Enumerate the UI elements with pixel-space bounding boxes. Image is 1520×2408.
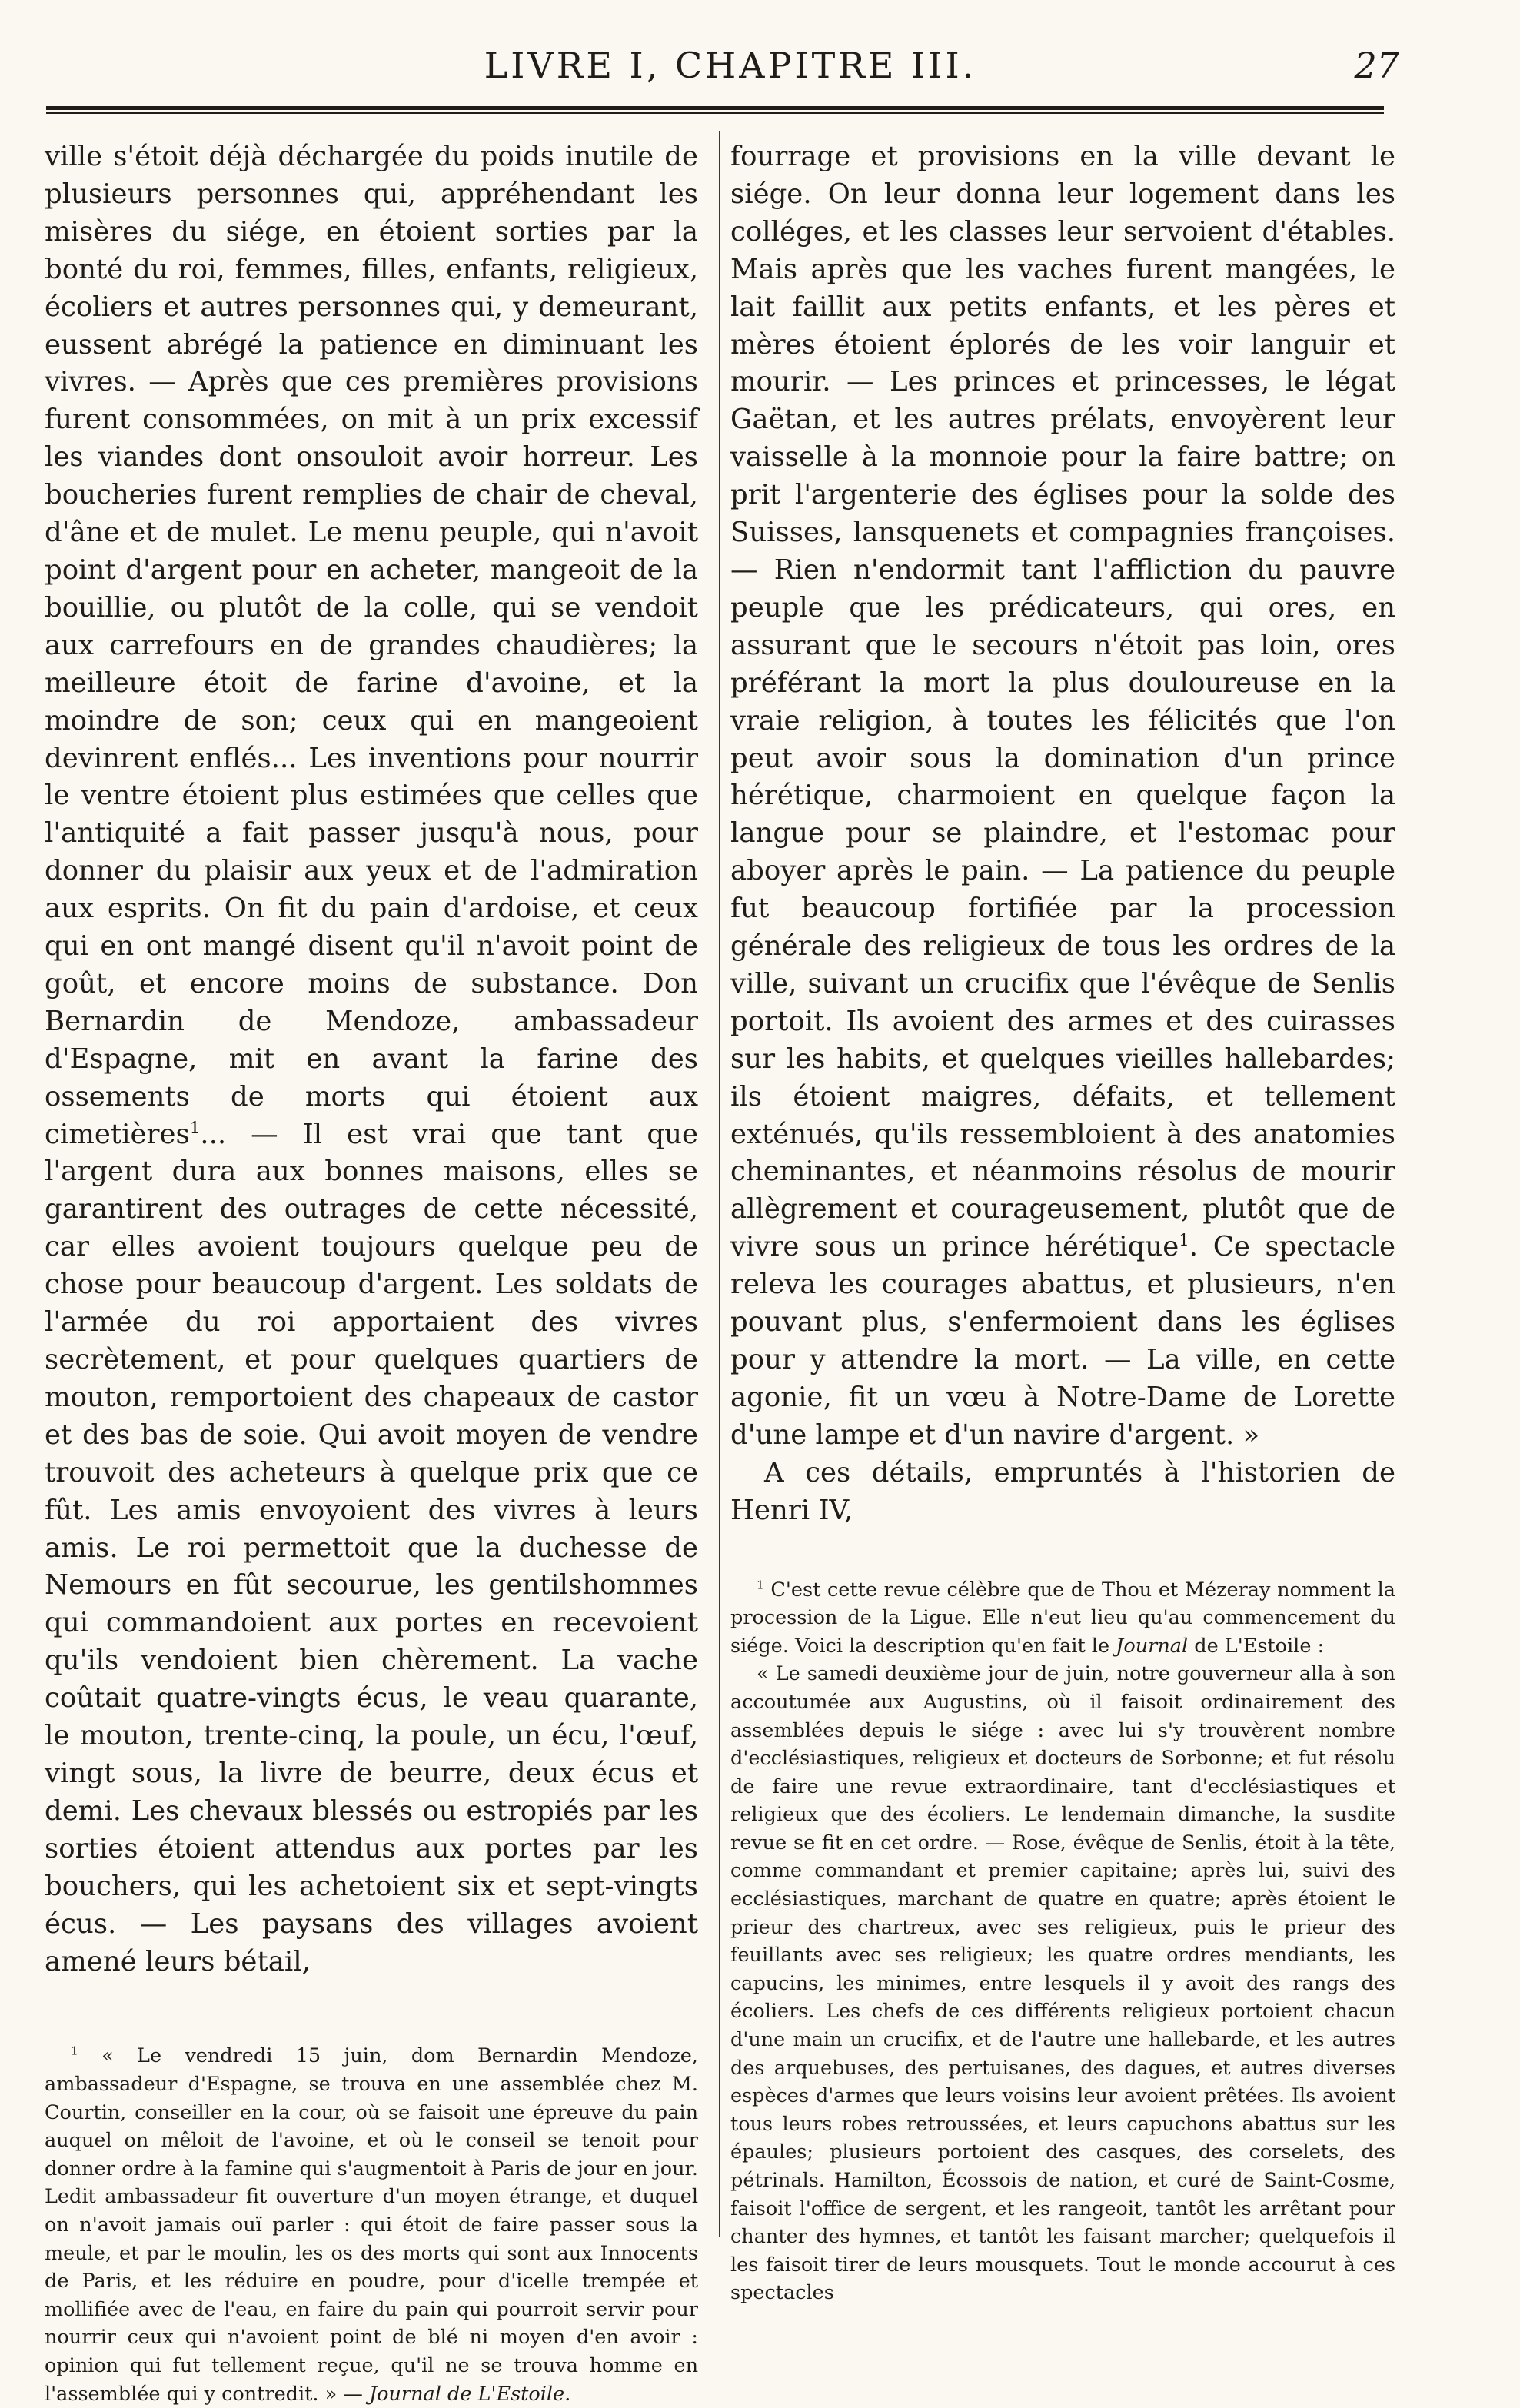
column-divider (719, 131, 720, 2237)
footnote-text: « Le vendredi 15 juin, dom Bernardin Mendoze, ambassadeur d'Espagne, se trouva en une assemblée chez M. Courtin, conseiller en la cour, où se faisoit une épreuve du pain auquel on mêloit de l'avoine, et où le conseil se tenoit pour donner ordre à la famine qui s'augmentoit à Paris de jour en jour. Ledit ambassadeur fit ouverture d'un moyen étrange, et duquel on n'avoit jamais ouï parler : qui étoit de faire passer sous la meule, et par le moulin, les os des morts qui sont aux Innocents de Paris, et les réduire en poudre, pour d'icelle trempée et mollifiée avec de l'eau, en faire du pain qui pourroit servir pour nourrir ceux qui n'avoient point de blé ni moyen d'en avoir : opinion qui fut tellement reçue, qu'il ne se trouva homme en l'assemblée qui y contredit. » — (45, 2044, 699, 2406)
footnote-reference: 1 (1179, 1231, 1189, 1251)
page-number: 27 (1354, 45, 1399, 86)
header-rule-thin (46, 112, 1384, 114)
footnote-text: C'est cette revue célèbre que de Thou et Mézeray nomment la procession de la Ligue. Elle n'eut lieu qu'au commencement du siége. Voici la description qu'en fait le (730, 1578, 1395, 1658)
footnote-source: Journal (1116, 1634, 1189, 1658)
running-title: LIVRE I, CHAPITRE III. (484, 45, 977, 86)
right-column (730, 138, 1395, 2307)
paragraph-text-continued: . Ce spectacle releva les courages abattus, et plusieurs, n'en pouvant plus, s'enfermoient dans les églises pour y attendre la mort. — La ville, en cette agonie, fit un vœu à Notre-Dame de Lorette d'une lampe et d'un navire d'argent. » (730, 1231, 1395, 1451)
footnote (45, 2042, 698, 2408)
footnote-source: Journal de L'Estoile. (368, 2382, 571, 2406)
paragraph-text-continued: ... — Il est vrai que tant que l'argent dura aux bonnes maisons, elles se garantirent des outrages de cette nécessité, car elles avoient toujours quelque peu de chose pour beaucoup d'argent. Les soldats de l'armée du roi apportaient des vivres secrètement, et pour quelques quartiers de mouton, remportoient des chapeaux de castor et des bas de soie. Qui avoit moyen de vendre trouvoit des acheteurs à quelque prix que ce fût. Les amis envoyoient des vivres à leurs amis. Le roi permettoit que la duchesse de Nemours en fût secourue, les gentilshommes qui commandoient aux portes en recevoient qu'ils vendoient bien chèrement. La vache coûtait quatre-vingts écus, le veau quarante, le mouton, trente-cinq, la poule, un écu, l'œuf, vingt sous, la livre de beurre, deux écus et demi. Les chevaux blessés ou estropiés par les sorties étoient attendus aux portes par les bouchers, qui les achetoient six et sept-vingts écus. — Les paysans des villages avoient amené leurs bétail, (45, 1118, 698, 1977)
footnote (730, 1576, 1395, 1661)
footnote-quote: « Le samedi deuxième jour de juin, notre gouverneur alla à son accoutumée aux Augustins, où il faisoit ordinairement des assemblées depuis le siége : avec lui s'y trouvèrent nombre d'ecclésiastiques, religieux et docteurs de Sorbonne; et fut résolu de faire une revue extraordinaire, tant d'ecclésiastiques et religieux que des écoliers. Le lendemain dimanche, la susdite revue se fit en cet ordre. — Rose, évêque de Senlis, étoit à la tête, comme commandant et premier capitaine; après lui, suivi des ecclésiastiques, marchant de quatre en quatre; après étoient le prieur des chartreux, avec ses religieux, puis le prieur des feuillants avec ses religieux; les quatre ordres mendiants, les capucins, les minimes, entre lesquels il y avoit des rangs des écoliers. Les chefs de ces différents religieux portoient chacun d'une main un crucifix, et de l'autre une hallebarde, et les autres des arquebuses, des pertuisanes, des dagues, et autres diverses espèces d'armes que leurs voisins leur avoient prêtées. Ils avoient tous leurs robes retroussées, et leurs capuchons abattus sur les épaules; plusieurs portoient des casques, des corselets, des pétrinals. Hamilton, Écossois de nation, et curé de Saint-Cosme, faisoit l'office de sergent, et les rangeoit, tantôt les arrêtant pour chanter des hymnes, et tantôt les faisant marcher; quelquefois il les faisoit tirer de leurs mousquets. Tout le monde accourut à ces spectacles (730, 1662, 1395, 2305)
paragraph-text: ville s'étoit déjà déchargée du poids inutile de plusieurs personnes qui, appréhendant les misères du siége, en étoient sorties par la bonté du roi, femmes, filles, enfants, religieux, écoliers et autres personnes qui, y demeurant, eussent abrégé la patience en diminuant les vivres. — Après que ces premières provisions furent consommées, on mit à un prix excessif les viandes dont onsouloit avoir horreur. Les boucheries furent remplies de chair de cheval, d'âne et de mulet. Le menu peuple, qui n'avoit point d'argent pour en acheter, mangeoit de la bouillie, ou plutôt de la colle, qui se vendoit aux carrefours en de grandes chaudières; la meilleure étoit de farine d'avoine, et la moindre de son; ceux qui en mangeoient devinrent enflés... Les inventions pour nourrir le ventre étoient plus estimées que celles que l'antiquité a fait passer jusqu'à nous, pour donner du plaisir aux yeux et de l'admiration aux esprits. On fit du pain d'ardoise, et ceux qui en ont mangé disent qu'il n'avoit point de goût, et encore moins de substance. Don Bernardin de Mendoze, ambassadeur d'Espagne, mit en avant la farine des ossements de morts qui étoient aux cimetières (45, 141, 698, 1150)
paragraph-text: fourrage et provisions en la ville devant le siége. On leur donna leur logement dans les colléges, et les classes leur servoient d'étables. Mais après que les vaches furent mangées, le lait faillit aux petits enfants, et les pères et mères étoient éplorés de les voir languir et mourir. — Les princes et princesses, le légat Gaëtan, et les autres prélats, envoyèrent leur vaisselle à la monnoie pour la faire battre; on prit l'argenterie des églises pour la solde des Suisses, lansquenets et compagnies françoises. — Rien n'endormit tant l'affliction du pauvre peuple que les prédicateurs, qui ores, en assurant que le secours n'étoit pas loin, ores préférant la mort la plus douloureuse en la vraie religion, à toutes les félicités que l'on peut avoir sous la domination d'un prince hérétique, charmoient en quelque façon la langue pour se plaindre, et l'estomac pour aboyer après le pain. — La patience du peuple fut beaucoup fortifiée par la procession générale des religieux de tous les ordres de la ville, suivant un crucifix que l'évêque de Senlis portoit. Ils avoient des armes et des cuirasses sur les habits, et quelques vieilles hallebardes; ils étoient maigres, défaits, et tellement exténués, qu'ils ressembloient à des anatomies cheminantes, et néanmoins résolus de mourir allègrement et courageusement, plutôt que de vivre sous un prince hérétique (730, 141, 1395, 1263)
footnote-marker: 1 (757, 1578, 764, 1592)
body-paragraph-2: A ces détails, empruntés à l'historien de Henri IV, (730, 1456, 1395, 1526)
footnote-reference: 1 (189, 1118, 201, 1138)
footnote-text-b: de L'Estoile : (1194, 1634, 1325, 1658)
left-column (45, 138, 698, 2408)
footnote-marker: 1 (71, 2044, 78, 2058)
body-paragraph (45, 138, 698, 1981)
header-rule (46, 106, 1384, 110)
page-header (62, 45, 1399, 106)
body-paragraph (730, 138, 1395, 1455)
